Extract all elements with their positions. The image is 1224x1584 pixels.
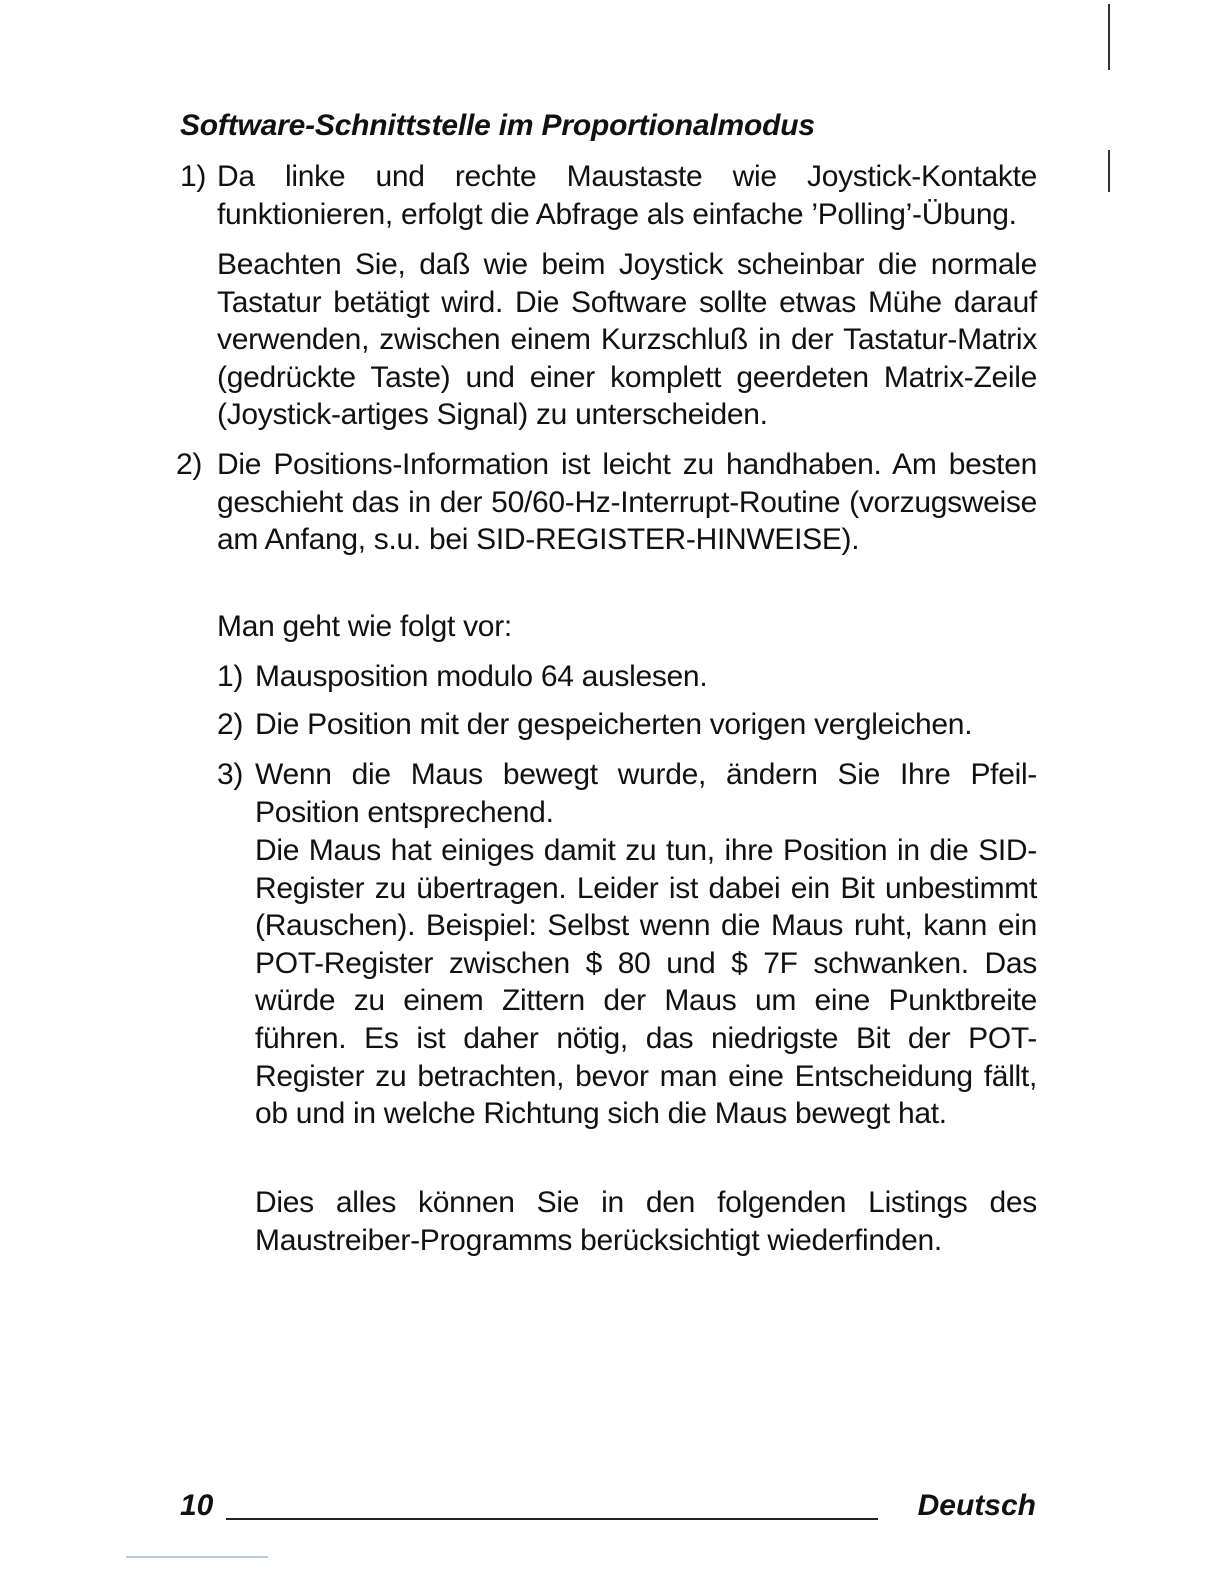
paragraph: Beachten Sie, daß wie beim Joystick scheinbar die normale Tastatur betätigt wird. Die Software sollte etwas Mühe darauf verwenden, zwischen einem Kurzschluß in der Tastatur-Matrix (gedrückte Taste) und einer komplett geerdeten Matrix-Zeile (Joystick-artiges Signal) zu unterscheiden. [217,248,1037,432]
footer-language: Deutsch [917,1489,1036,1522]
sub-item-text: Die Position mit der gespeicherten vorigen vergleichen. [255,708,973,741]
list-item-number: 2) [176,448,203,481]
sub-item-number: 1) [217,660,244,693]
list-item-number: 1) [180,160,207,193]
paragraph: Man geht wie folgt vor: [217,610,512,643]
sub-item-number: 3) [217,758,244,791]
scan-edge-line [1108,150,1110,192]
scan-bottom-line [126,1556,268,1558]
page-number: 10 [180,1489,214,1522]
section-heading: Software-Schnittstelle im Proportionalmodus [180,109,815,142]
paragraph: Da linke und rechte Maustaste wie Joystick-Kontakte funktionieren, erfolgt die Abfrage als einfache ’Polling’-Übung. [217,160,1037,231]
paragraph: Die Maus hat einiges damit zu tun, ihre Position in die SID-Register zu übertragen. Leider ist dabei ein Bit unbestimmt (Rauschen). Beispiel: Selbst wenn die Maus ruht, kann ein POT-Register zwischen $ 80 und $ 7F schwanken. Das würde zu einem Zittern der Maus um eine Punktbreite führen. Es ist daher nötig, das niedrigste Bit der POT-Register zu betrachten, bevor man eine Entscheidung fällt, ob und in welche Richtung sich die Maus bewegt hat. [255,834,1037,1131]
scan-edge-line [1108,4,1110,70]
footer-rule [226,1518,878,1520]
sub-item-text: Wenn die Maus bewegt wurde, ändern Sie Ihre Pfeil-Position entsprechend. [255,758,1037,829]
paragraph: Die Positions-Information ist leicht zu handhaben. Am besten geschieht das in der 50/60-Hz-Interrupt-Routine (vorzugsweise am Anfang, s.u. bei SID-REGISTER-HINWEISE). [217,448,1037,557]
sub-item-text: Mausposition modulo 64 auslesen. [255,660,708,693]
sub-item-number: 2) [217,708,244,741]
paragraph: Dies alles können Sie in den folgenden Listings des Maustreiber-Programms berücksichtigt wiederfinden. [255,1186,1037,1257]
